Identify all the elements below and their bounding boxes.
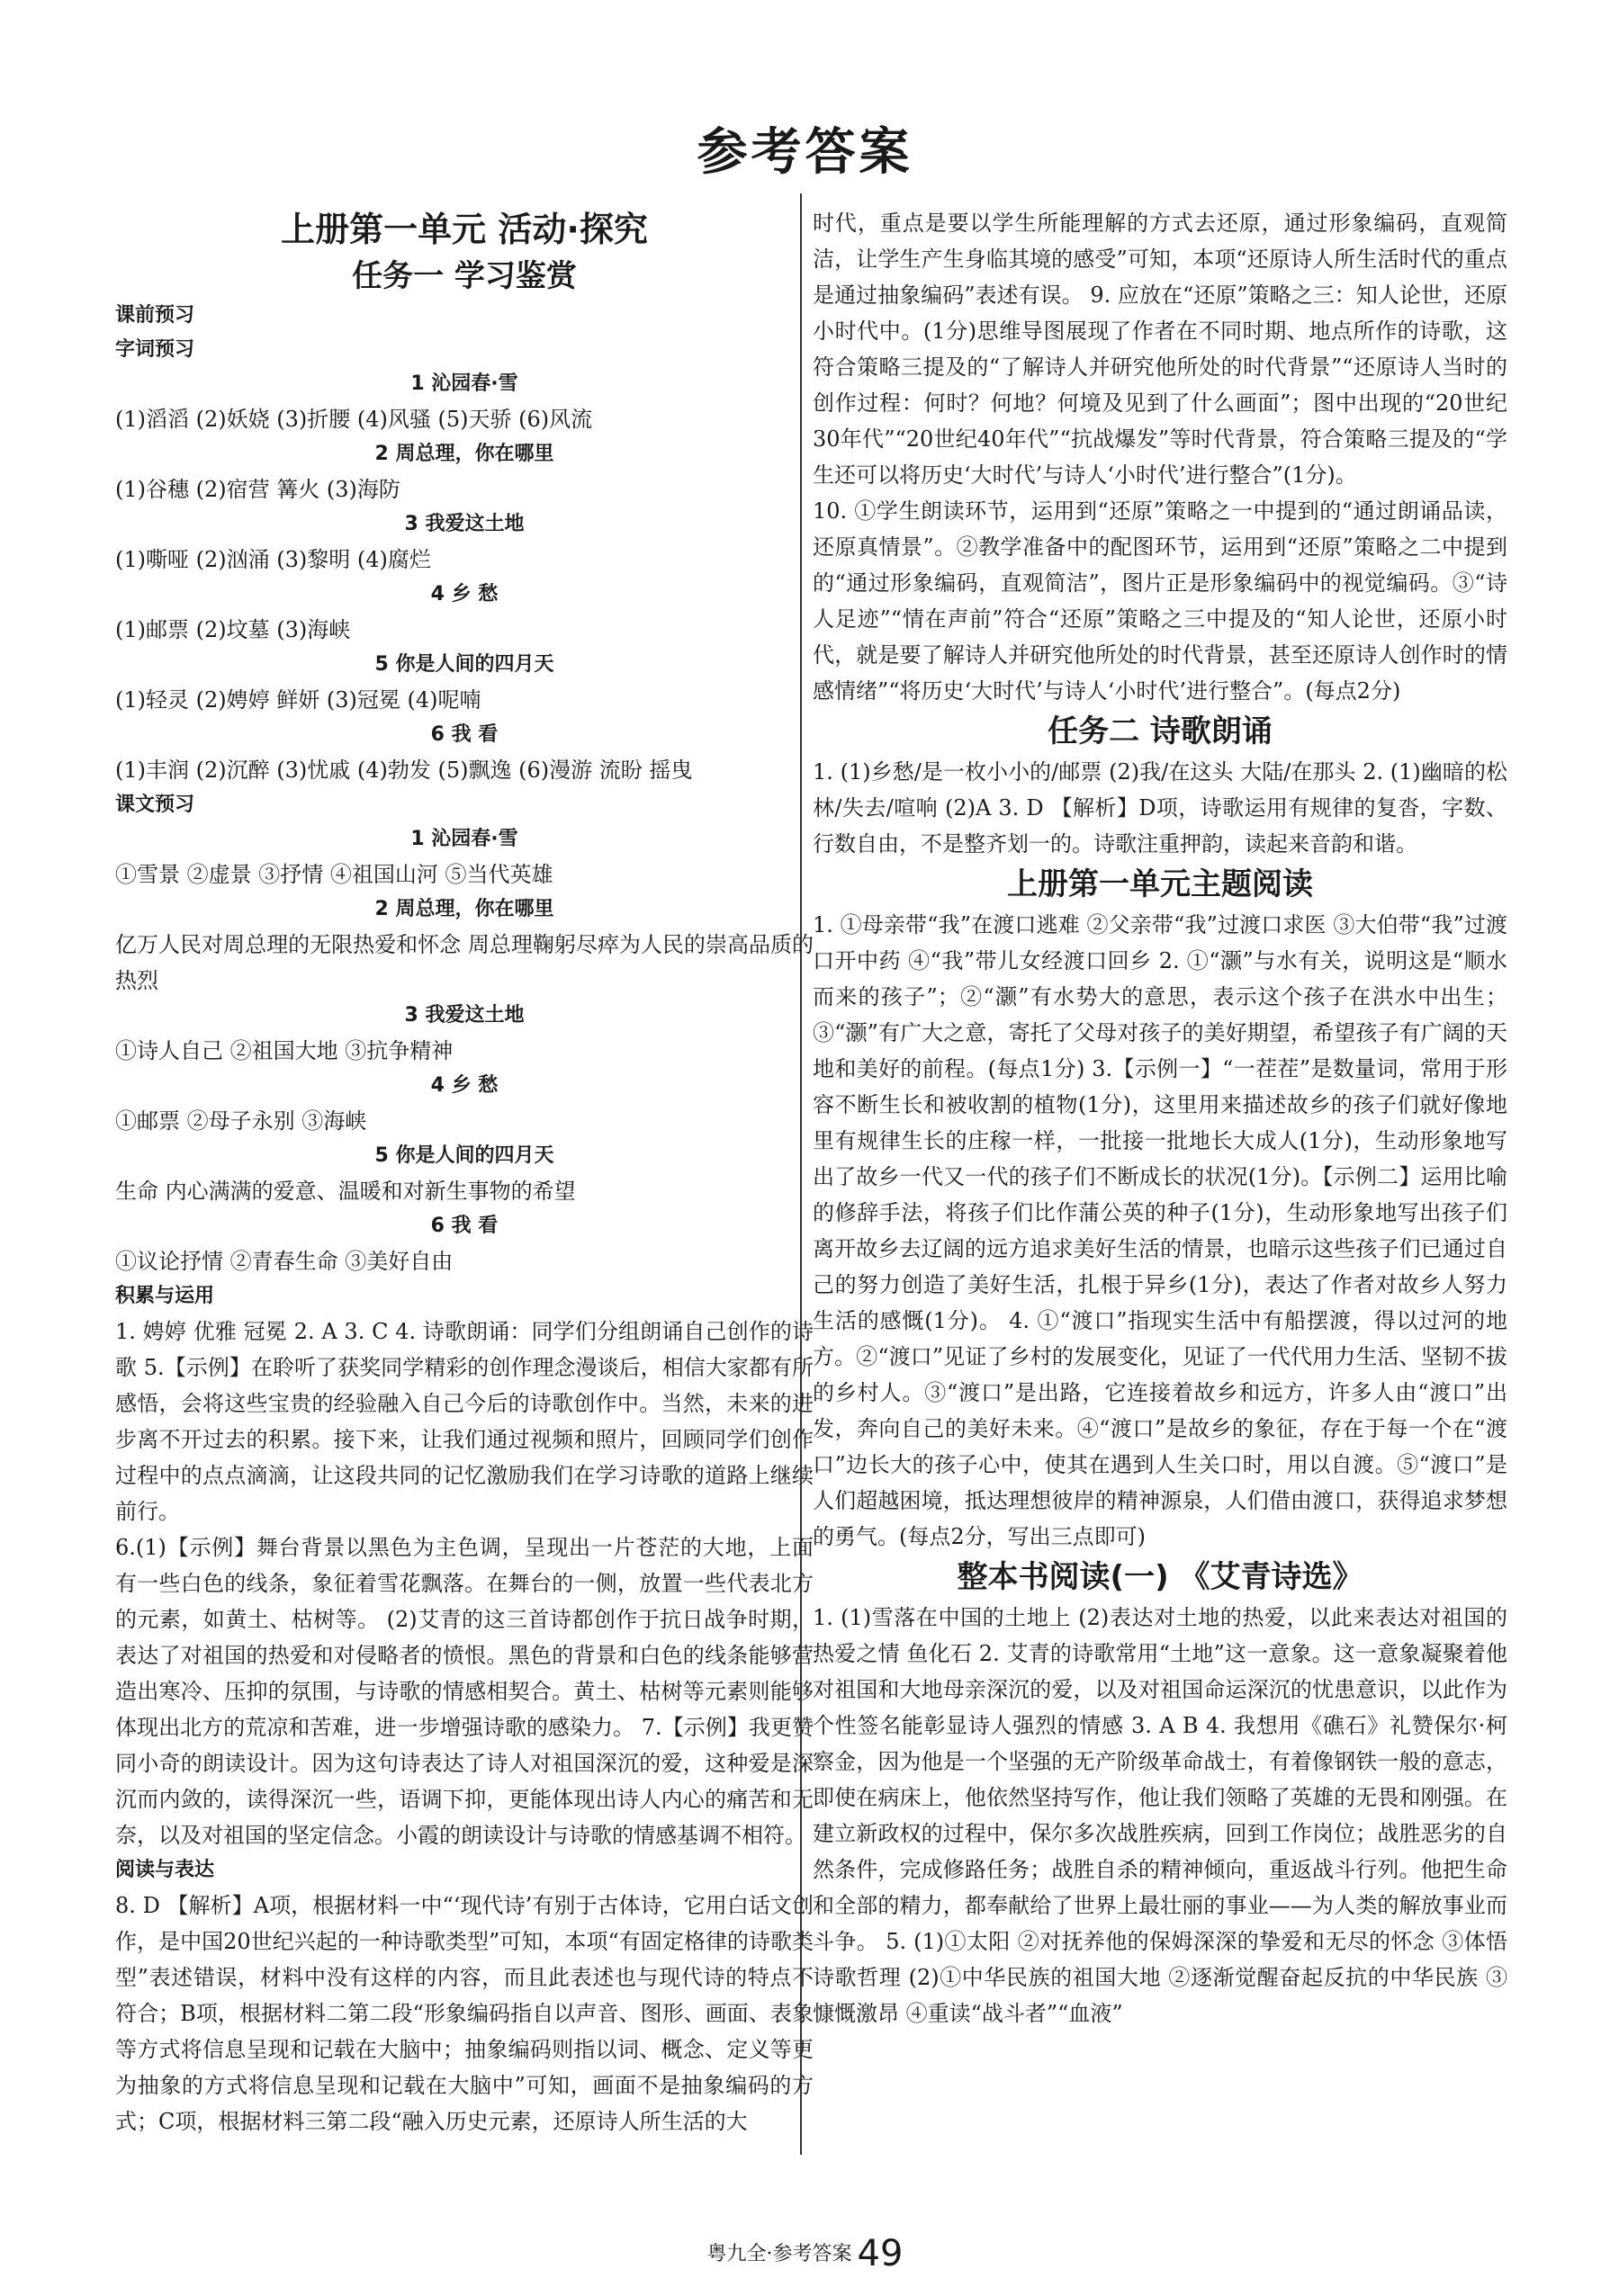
answer-text: 亿万人民对周总理的无限热爱和怀念 周总理鞠躬尽瘁为人民的崇高品质的热烈 xyxy=(115,932,814,993)
section-label: 阅读与表达 xyxy=(115,1859,215,1881)
lesson-title: 4 乡 愁 xyxy=(430,583,499,605)
lesson-title: 3 我爱这土地 xyxy=(404,1004,525,1027)
section-title: 整本书阅读(一) 《艾青诗选》 xyxy=(957,1559,1363,1595)
answer-text: 时代，重点是要以学生所能理解的方式去还原，通过形象编码，直观简洁，让学生产生身临其境的感受”可知，本项“还原诗人所生活时代的重点是通过抽象编码”表述有误。 9. 应放在“还原”策略之三：知人论世，还原小时代中。(1分)思维导图展现了作者在不同时期、地点所作的诗歌，这符合策略三提及的“了解诗人并研究他所处的时代背景”“还原诗人当时的创作过程：何时？何地？何境及见到了什么画面”；图中出现的“20世纪30年代”“20世纪40年代”“抗战爆发”等时代背景，符合策略三提及的“学生还可以将历史‘大时代’与诗人‘小时代’进行整合”(1分)。 xyxy=(813,211,1507,488)
answer-text: (1)谷穗 (2)宿营 篝火 (3)海防 xyxy=(115,477,400,502)
lesson-title: 2 周总理，你在哪里 xyxy=(374,443,554,465)
answer-text: (1)丰润 (2)沉醉 (3)忧戚 (4)勃发 (5)飘逸 (6)漫游 流盼 摇曳 xyxy=(115,758,693,783)
answer-text: (1)嘶哑 (2)汹涌 (3)黎明 (4)腐烂 xyxy=(115,547,431,572)
section-label: 课前预习 xyxy=(115,304,195,327)
lesson-title: 5 你是人间的四月天 xyxy=(374,653,554,676)
section-label: 字词预习 xyxy=(115,338,195,361)
answer-text: ①诗人自己 ②祖国大地 ③抗争精神 xyxy=(115,1038,454,1063)
answer-text: (1)邮票 (2)坟墓 (3)海峡 xyxy=(115,617,351,642)
answer-text: 1. (1)乡愁/是一枚小小的/邮票 (2)我/在这头 大陆/在那头 2. (1)幽暗的松林/失去/喧响 (2)A 3. D 【解析】D项，诗歌运用有规律的复沓，字数、行数自由，不是整齐划一的。诗歌注重押韵，读起来音韵和谐。 xyxy=(813,759,1507,857)
section-title: 任务二 诗歌朗诵 xyxy=(1048,713,1273,749)
answer-text: ①邮票 ②母子永别 ③海峡 xyxy=(115,1108,367,1134)
section-label: 课文预习 xyxy=(115,794,195,816)
answer-text: 10. ①学生朗读环节，运用到“还原”策略之一中提到的“通过朗诵品读，还原真情景”。②教学准备中的配图环节，运用到“还原”策略之二中提到的“通过形象编码，直观简洁”，图片正是形象编码中的视觉编码。③“诗人足迹”“情在声前”符合“还原”策略之三中提及的“知人论世，还原小时代，就是要了解诗人并研究他所处的时代背景，甚至还原诗人创作时的情感情绪”“将历史‘大时代’与诗人‘小时代’进行整合”。(每点2分) xyxy=(813,498,1507,704)
answer-text: 1. 娉婷 优雅 冠冕 2. A 3. C 4. 诗歌朗诵：同学们分组朗诵自己创作的诗歌 5.【示例】在聆听了获奖同学精彩的创作理念漫谈后，相信大家都有所感悟，会将这些宝贵的经验融入自己今后的诗歌创作中。当然，未来的进步离不开过去的积累。接下来，让我们通过视频和照片，回顾同学们创作过程中的点点滴滴，让这段共同的记忆激励我们在学习诗歌的道路上继续前行。 xyxy=(115,1319,814,1524)
lesson-title: 6 我 看 xyxy=(430,1215,499,1237)
lesson-title: 5 你是人间的四月天 xyxy=(374,1144,554,1167)
left-column xyxy=(115,205,814,2139)
answer-text: 6.(1)【示例】舞台背景以黑色为主色调，呈现出一片苍茫的大地，上面有一些白色的线条，象征着雪花飘落。在舞台的一侧，放置一些代表北方的元素，如黄土、枯树等。 (2)艾青的这三首诗都创作于抗日战争时期，表达了对祖国的热爱和对侵略者的愤恨。黑色的背景和白色的线条能够营造出寒冷、压抑的氛围，与诗歌的情感相契合。黄土、枯树等元素则能够体现出北方的荒凉和苦难，进一步增强诗歌的感染力。 7.【示例】我更赞同小奇的朗读设计。因为这句诗表达了诗人对祖国深沉的爱，这种爱是深沉而内敛的，读得深沉一些，语调下抑，更能体现出诗人内心的痛苦和无奈，以及对祖国的坚定信念。小霞的朗读设计与诗歌的情感基调不相符。 xyxy=(115,1535,814,1848)
answer-text: (1)滔滔 (2)妖娆 (3)折腰 (4)风骚 (5)天骄 (6)风流 xyxy=(115,407,593,432)
answer-text: 1. (1)雪落在中国的土地上 (2)表达对土地的热爱，以此来表达对祖国的热爱之情 鱼化石 2. 艾青的诗歌常用“土地”这一意象。这一意象凝聚着他对祖国和大地母亲深沉的爱，以及对祖国命运深沉的忧患意识，以此作为个性签名能彰显诗人强烈的情感 3. A B 4. 我想用《礁石》礼赞保尔·柯察金，因为他是一个坚强的无产阶级革命战士，有着像钢铁一般的意志，即使在病床上，他依然坚持写作，他让我们领略了英雄的无畏和刚强。在建立新政权的过程中，保尔多次战胜疾病，回到工作岗位；战胜恶劣的自然条件，完成修路任务；战胜自杀的精神倾向，重返战斗行列。他把生命和全部的精力，都奉献给了世界上最壮丽的事业——为人类的解放事业而斗争。 5. (1)①太阳 ②对抚养他的保姆深深的挚爱和无尽的怀念 ③体悟诗歌哲理 (2)①中华民族的祖国大地 ②逐渐觉醒奋起反抗的中华民族 ③慷慨激昂 ④重读“战斗者”“血液” xyxy=(813,1605,1507,2026)
lesson-title: 1 沁园春·雪 xyxy=(410,828,518,850)
right-column xyxy=(813,205,1507,2031)
answer-text: 1. ①母亲带“我”在渡口逃难 ②父亲带“我”过渡口求医 ③大伯带“我”过渡口开中药 ④“我”带儿女经渡口回乡 2. ①“灏”与水有关，说明这是“顺水而来的孩子”；②“灏”有水势大的意思，表示这个孩子在洪水中出生；③“灏”有广大之意，寄托了父母对孩子的美好期望，希望孩子有广阔的天地和美好的前程。(每点1分) 3.【示例一】“一茬茬”是数量词，常用于形容不断生长和被收割的植物(1分)，这里用来描述故乡的孩子们就好像地里有规律生长的庄稼一样，一批接一批地长大成人(1分)，生动形象地写出了故乡一代又一代的孩子们不断成长的状况(1分)。【示例二】运用比喻的修辞手法，将孩子们比作蒲公英的种子(1分)，生动形象地写出孩子们离开故乡去辽阔的远方追求美好生活的情景，也暗示这些孩子们已通过自己的努力创造了美好生活，扎根于异乡(1分)，表达了作者对故乡人努力生活的感慨(1分)。 4. ①“渡口”指现实生活中有船摆渡，得以过河的地方。②“渡口”见证了乡村的发展变化，见证了一代代用力生活、坚韧不拔的乡村人。③“渡口”是出路，它连接着故乡和远方，许多人由“渡口”出发，奔向自己的美好未来。④“渡口”是故乡的象征，存在于每一个在“渡口”边长大的孩子心中，使其在遇到人生关口时，用以自渡。⑤“渡口”是人们超越困境，抵达理想彼岸的精神源泉，人们借由渡口，获得追求梦想的勇气。(每点2分，写出三点即可) xyxy=(813,912,1507,1549)
page-footer xyxy=(0,2233,1610,2274)
task-title: 任务一 学习鉴赏 xyxy=(352,258,577,294)
answer-text: ①雪景 ②虚景 ③抒情 ④祖国山河 ⑤当代英雄 xyxy=(115,862,553,887)
lesson-title: 1 沁园春·雪 xyxy=(410,372,518,395)
unit-title: 上册第一单元 活动·探究 xyxy=(281,210,648,249)
answer-text: (1)轻灵 (2)娉婷 鲜妍 (3)冠冕 (4)呢喃 xyxy=(115,687,481,713)
section-title: 上册第一单元主题阅读 xyxy=(1007,866,1313,902)
page-number: 49 xyxy=(857,2233,904,2274)
answer-text: 8. D 【解析】A项，根据材料一中“‘现代诗’有别于古体诗，它用白话文创作，是中国20世纪兴起的一种诗歌类型”可知，本项“有固定格律的诗歌类型”表述错误，材料中没有这样的内容，而且此表述也与现代诗的特点不符合；B项，根据材料二第二段“形象编码指自以声音、图形、画面、表象等方式将信息呈现和记载在大脑中；抽象编码则指以词、概念、定义等更为抽象的方式将信息呈现和记载在大脑中”可知，画面不是抽象编码的方式；C项，根据材料三第二段“融入历史元素，还原诗人所生活的大 xyxy=(115,1893,814,2134)
lesson-title: 4 乡 愁 xyxy=(430,1074,499,1097)
page-title: 参考答案 xyxy=(697,123,913,182)
section-label: 积累与运用 xyxy=(115,1285,215,1307)
lesson-title: 3 我爱这土地 xyxy=(404,513,525,535)
lesson-title: 6 我 看 xyxy=(430,723,499,746)
footer-label: 粤九全·参考答案 xyxy=(706,2243,852,2265)
answer-text: 生命 内心满满的爱意、温暖和对新生事物的希望 xyxy=(115,1179,576,1204)
answer-text: ①议论抒情 ②青春生命 ③美好自由 xyxy=(115,1249,454,1274)
lesson-title: 2 周总理，你在哪里 xyxy=(374,898,554,920)
